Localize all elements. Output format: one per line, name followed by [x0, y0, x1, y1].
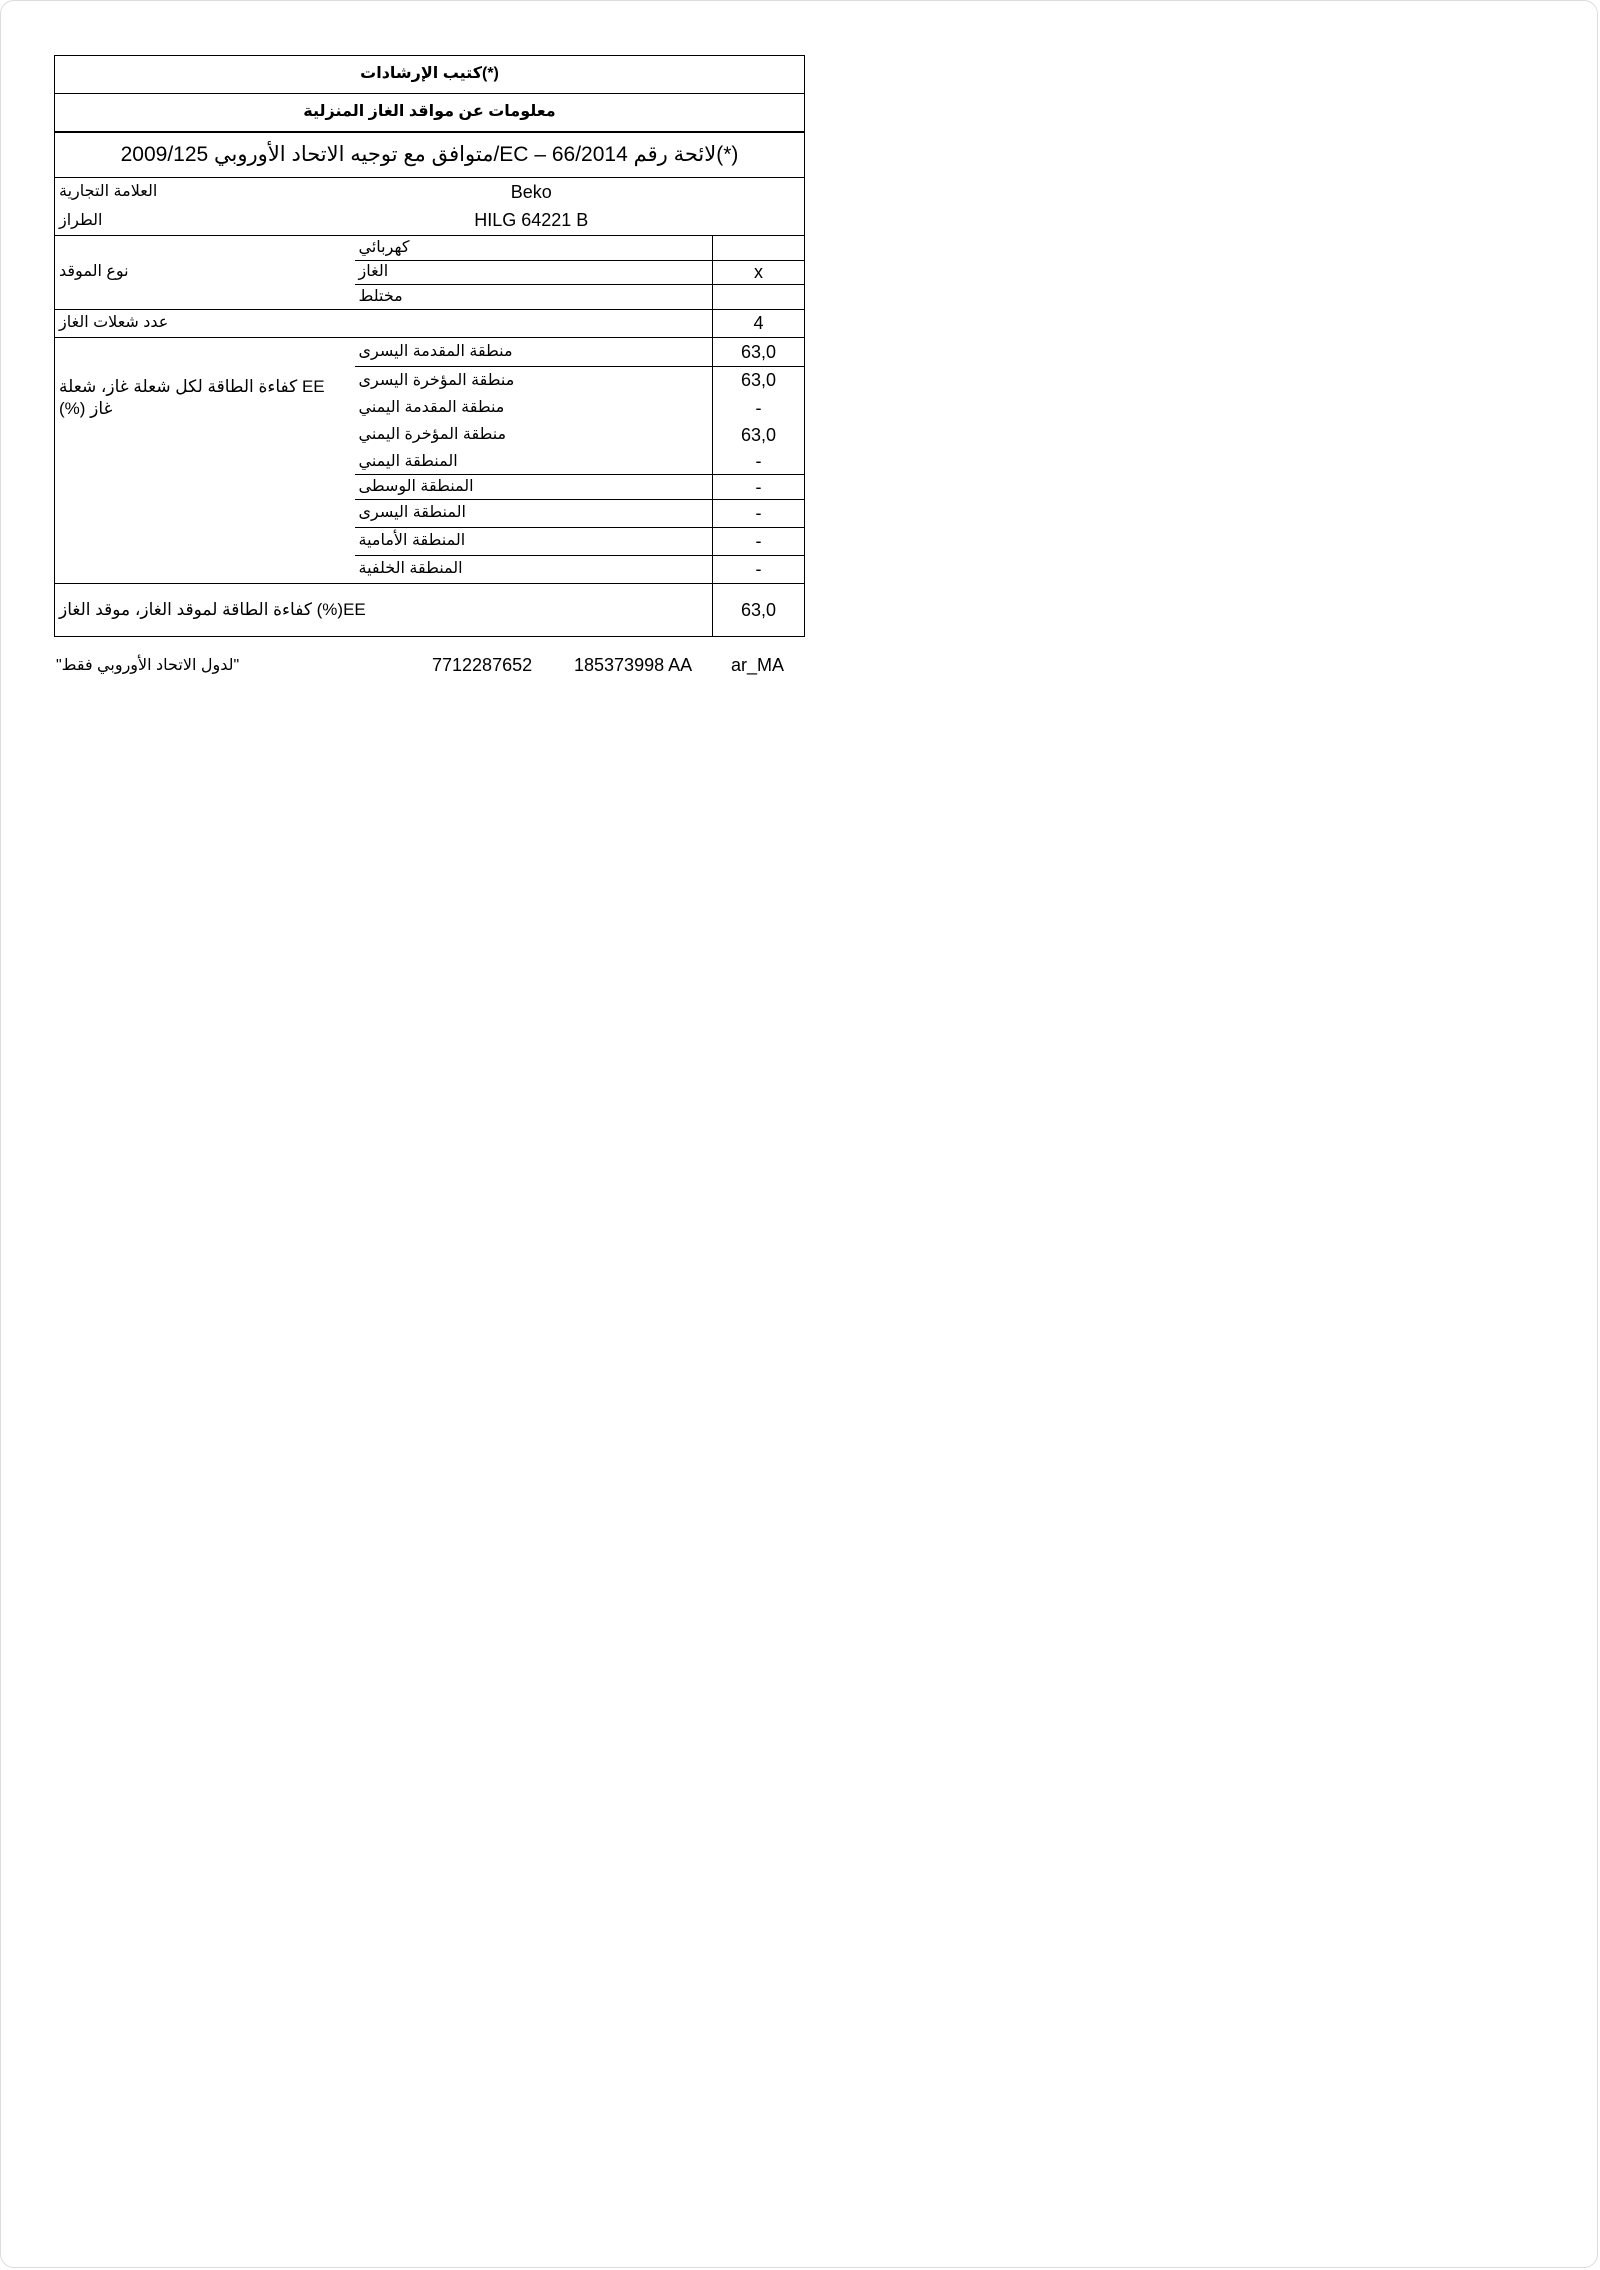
ee-zone-value: -: [713, 475, 805, 500]
ee-zone-value: 63,0: [713, 338, 805, 367]
booklet-title: (*)كتيب الإرشادات: [55, 56, 805, 94]
ee-zone-label: منطقة المقدمة اليمني: [358, 398, 505, 416]
ee-zone-label: المنطقة اليمني: [355, 450, 713, 475]
ee-zone-label: المنطقة الوسطى: [355, 475, 713, 500]
brand-label: العلامة التجارية: [55, 178, 355, 207]
ee-zone-value: -: [713, 528, 805, 556]
brand-value: Beko: [355, 178, 805, 207]
ee-zone-value: 63,0: [713, 367, 805, 395]
ee-zone-label: المنطقة الخلفية: [355, 556, 713, 584]
hob-type-label: نوع الموقد: [55, 236, 355, 310]
ee-zone-label: المنطقة الأمامية: [355, 528, 713, 556]
model-label: الطراز: [55, 207, 355, 236]
footer: [54, 653, 804, 681]
hob-type-option: كهربائي: [355, 236, 713, 261]
ee-zone-label: منطقة المؤخرة اليمني: [358, 426, 507, 444]
info-title: معلومات عن مواقد الغاز المنزلية: [55, 94, 805, 133]
hob-type-mark: [713, 236, 805, 261]
ee-zone-value: -: [713, 500, 805, 528]
hob-type-mark: x: [713, 261, 805, 285]
footer-note: "لدول الاتحاد الأوروبي فقط": [56, 657, 240, 674]
footer-locale: ar_MA: [731, 655, 785, 675]
regulation-text: (*)لائحة رقم 66/2014 – EC/متوافق مع توجيه الاتحاد الأوروبي 2009/125: [55, 132, 805, 178]
ee-zone-label: منطقة المقدمة اليسرى: [355, 338, 713, 367]
hob-type-mark: [713, 285, 805, 310]
ee-burner-label: EE كفاءة الطاقة لكل شعلة غاز، شعلة غاز (%): [55, 338, 355, 584]
fiche-table: [54, 55, 805, 637]
hob-type-option: الغاز: [355, 261, 713, 285]
ee-zone-label: المنطقة اليسرى: [355, 500, 713, 528]
footer-code: 7712287652: [432, 655, 533, 675]
product-fiche: [54, 55, 804, 675]
ee-zone-value: -: [713, 556, 805, 584]
ee-zone-label: منطقة المؤخرة اليسرى: [358, 371, 515, 389]
ee-hob-value: 63,0: [713, 584, 805, 637]
ee-zone-value: -: [713, 450, 805, 475]
footer-code: 185373998 AA: [574, 655, 693, 675]
burners-label: عدد شعلات الغاز: [55, 310, 355, 338]
hob-type-option: مختلط: [355, 285, 713, 310]
ee-zone-value: -: [713, 395, 805, 422]
ee-hob-label: EE(%) كفاءة الطاقة لموقد الغاز، موقد الغاز: [55, 584, 713, 637]
burners-value: 4: [713, 310, 805, 338]
model-value: HILG 64221 B: [355, 207, 805, 236]
ee-zone-value: 63,0: [713, 422, 805, 450]
